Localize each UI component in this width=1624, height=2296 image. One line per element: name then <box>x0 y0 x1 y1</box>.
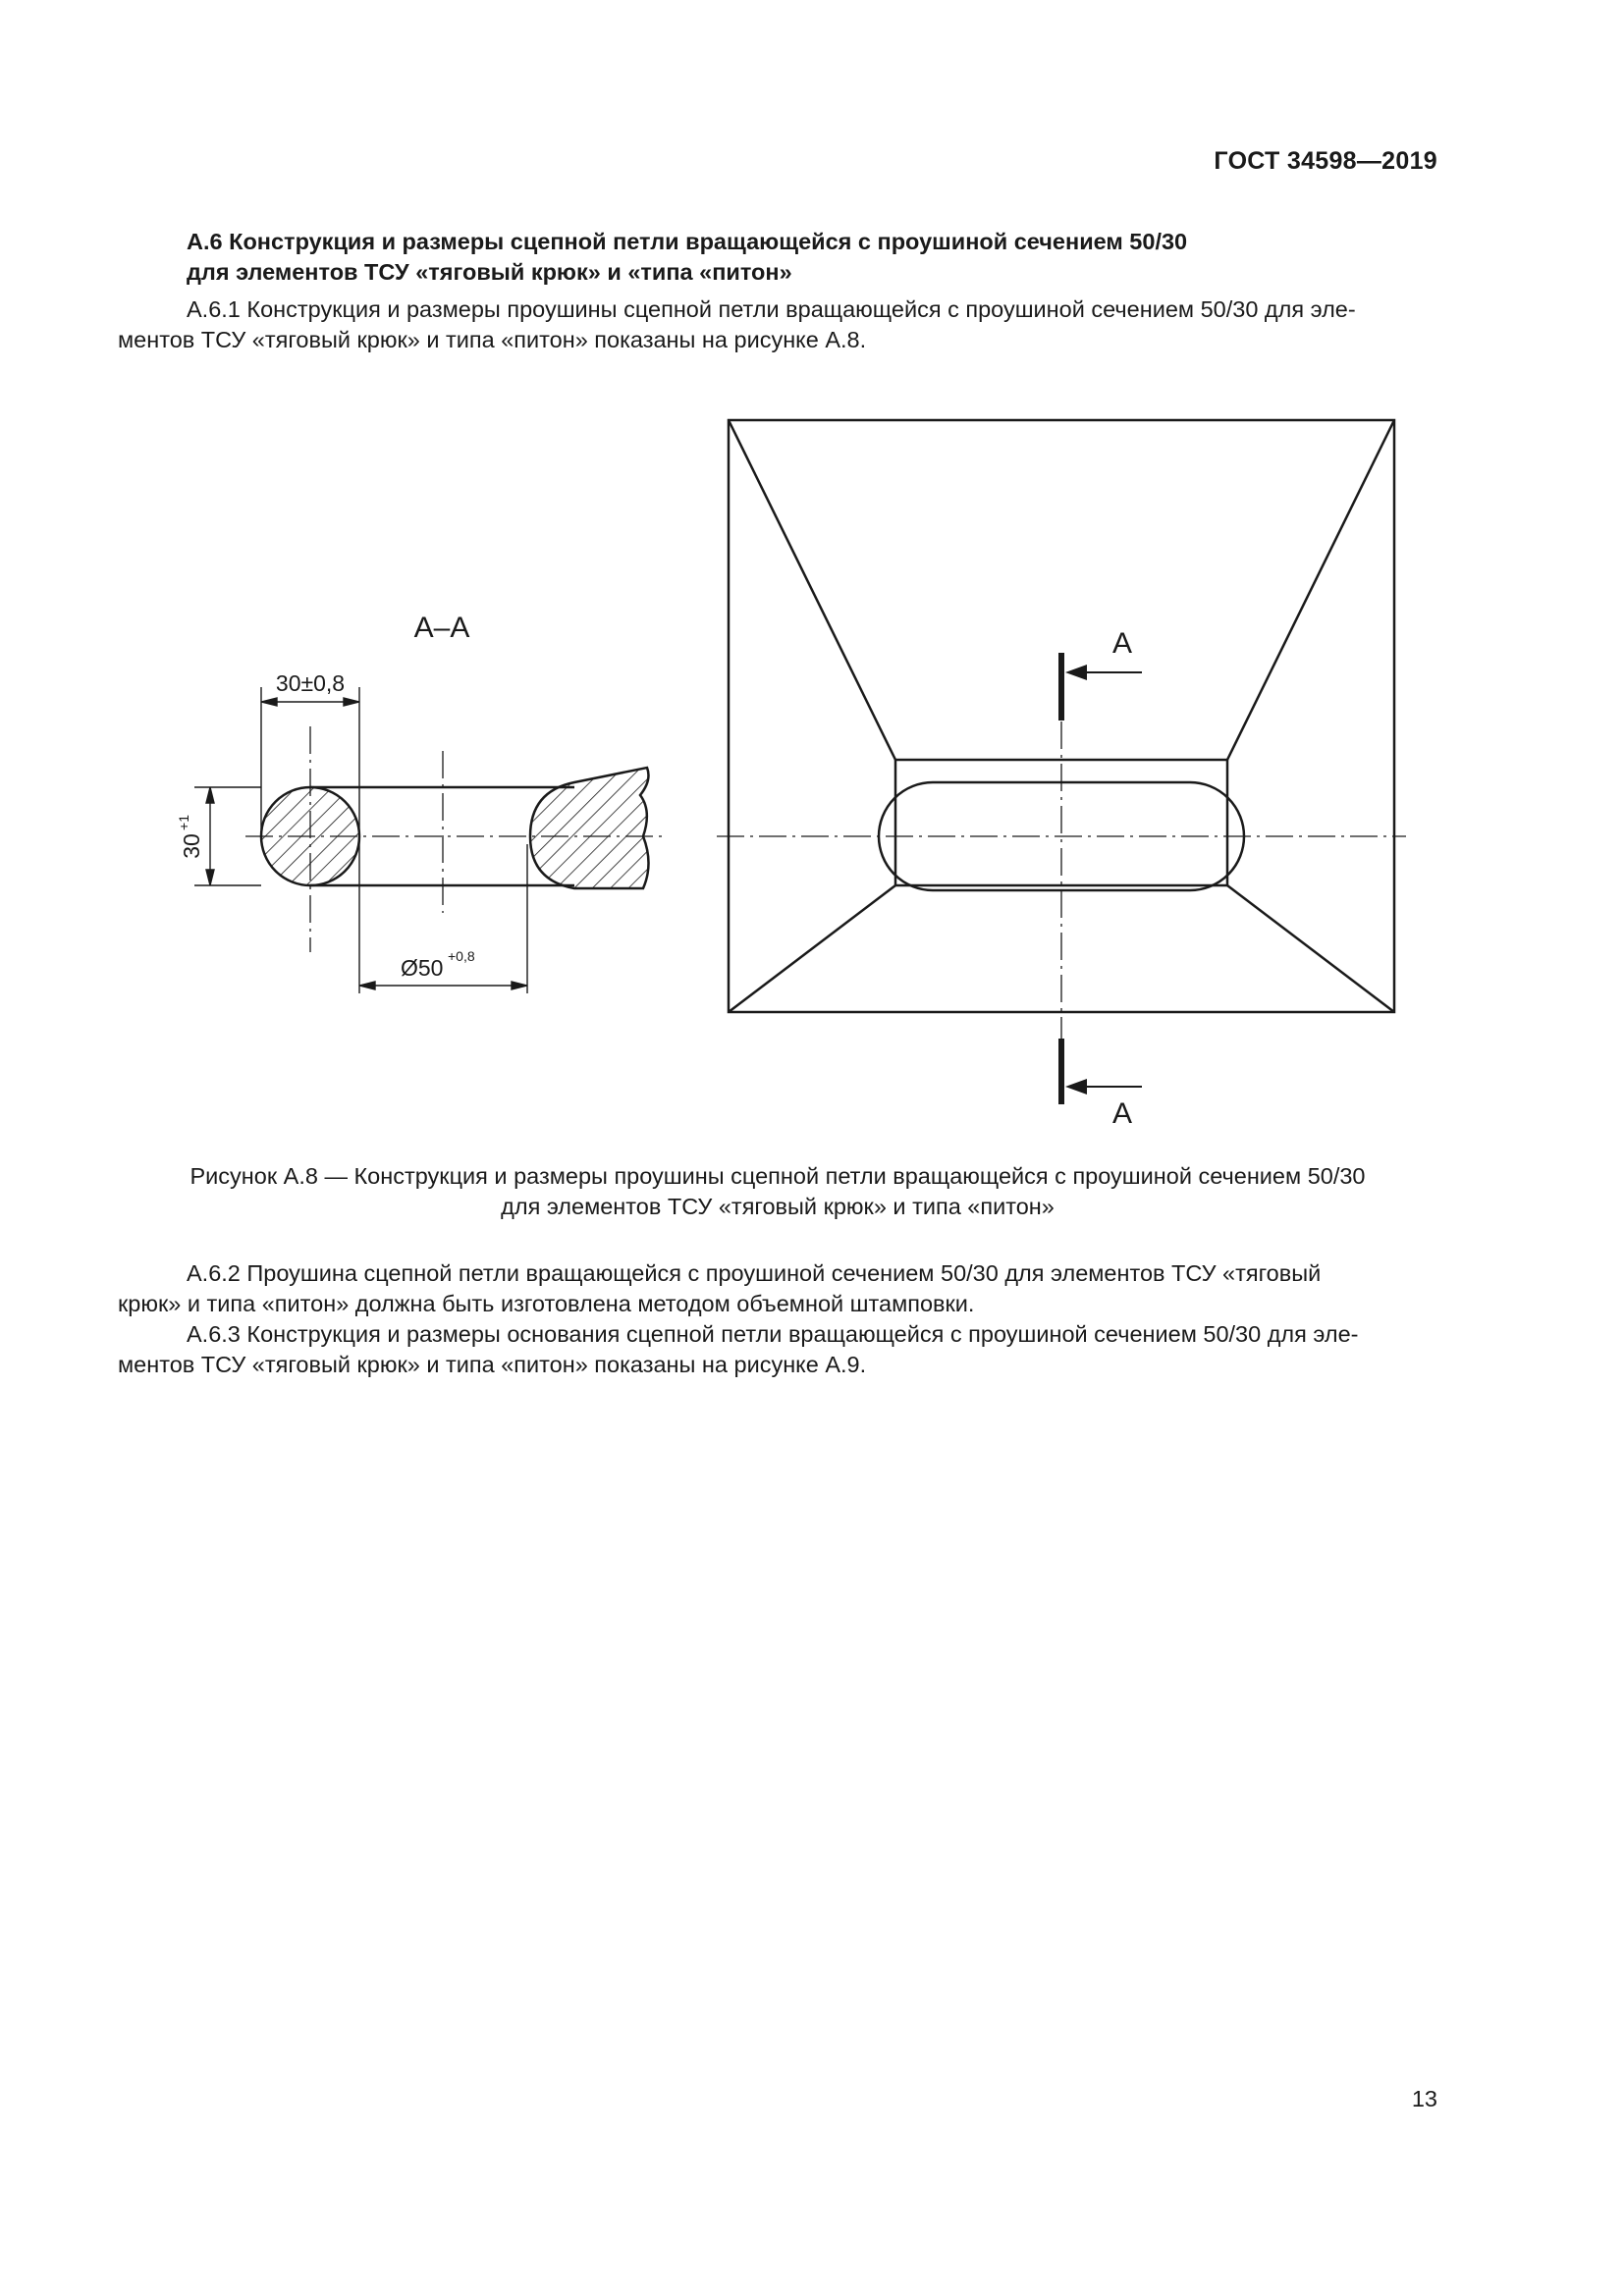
figure-caption-line-1: Рисунок А.8 — Конструкция и размеры проушины сцепной петли вращающейся с проушиной сечением 50/30 <box>189 1163 1366 1189</box>
section-label-a-a: А–А <box>413 612 470 644</box>
paragraph-a-6-2-line-1: А.6.2 Проушина сцепной петли вращающейся с проушиной сечением 50/30 для элементов ТСУ «тяговый <box>187 1260 1322 1286</box>
page-number: 13 <box>1411 2086 1437 2111</box>
paragraph-a-6-2-line-2: крюк» и типа «питон» должна быть изготовлена методом объемной штамповки. <box>118 1291 975 1316</box>
paragraph-a-6-3-line-1: А.6.3 Конструкция и размеры основания сцепной петли вращающейся с проушиной сечением 50/30 для эле- <box>187 1321 1359 1347</box>
figure-caption-line-2: для элементов ТСУ «тяговый крюк» и типа «питон» <box>501 1194 1055 1219</box>
paragraph-a-6-2 <box>118 1258 1437 1319</box>
section-title-line-2: для элементов ТСУ «тяговый крюк» и «типа «питон» <box>187 259 792 285</box>
standard-code: ГОСТ 34598—2019 <box>1214 147 1437 175</box>
figure-caption <box>118 1161 1437 1222</box>
plan-centerlines <box>717 721 1406 1039</box>
dimension-height-label <box>176 815 204 859</box>
dimension-diameter-tolerance: +0,8 <box>448 948 475 964</box>
paragraph-a-6-3-line-2: ментов ТСУ «тяговый крюк» и типа «питон» показаны на рисунке А.9. <box>118 1352 867 1377</box>
dimension-diameter <box>359 844 527 993</box>
paragraph-a-6-3 <box>118 1319 1437 1380</box>
section-cut-marker-bottom <box>1061 1039 1142 1104</box>
svg-text:+1: +1 <box>176 815 191 830</box>
dimension-diameter-label: Ø50 <box>401 955 444 981</box>
svg-text:30: 30 <box>179 833 204 859</box>
section-cut-marker-top <box>1061 653 1142 721</box>
section-cut-label-top: А <box>1111 627 1133 660</box>
paragraph-a-6-1-line-1: А.6.1 Конструкция и размеры проушины сцепной петли вращающейся с проушиной сечением 50/30 для эле- <box>187 296 1356 322</box>
section-right-partial <box>520 756 658 903</box>
paragraph-a-6-1-line-2: ментов ТСУ «тяговый крюк» и типа «питон» показаны на рисунке А.8. <box>118 327 867 352</box>
dimension-width-label: 30±0,8 <box>275 670 346 696</box>
section-title-line-1: А.6 Конструкция и размеры сцепной петли вращающейся с проушиной сечением 50/30 <box>187 229 1188 254</box>
section-cut-label-bottom: А <box>1111 1097 1133 1130</box>
